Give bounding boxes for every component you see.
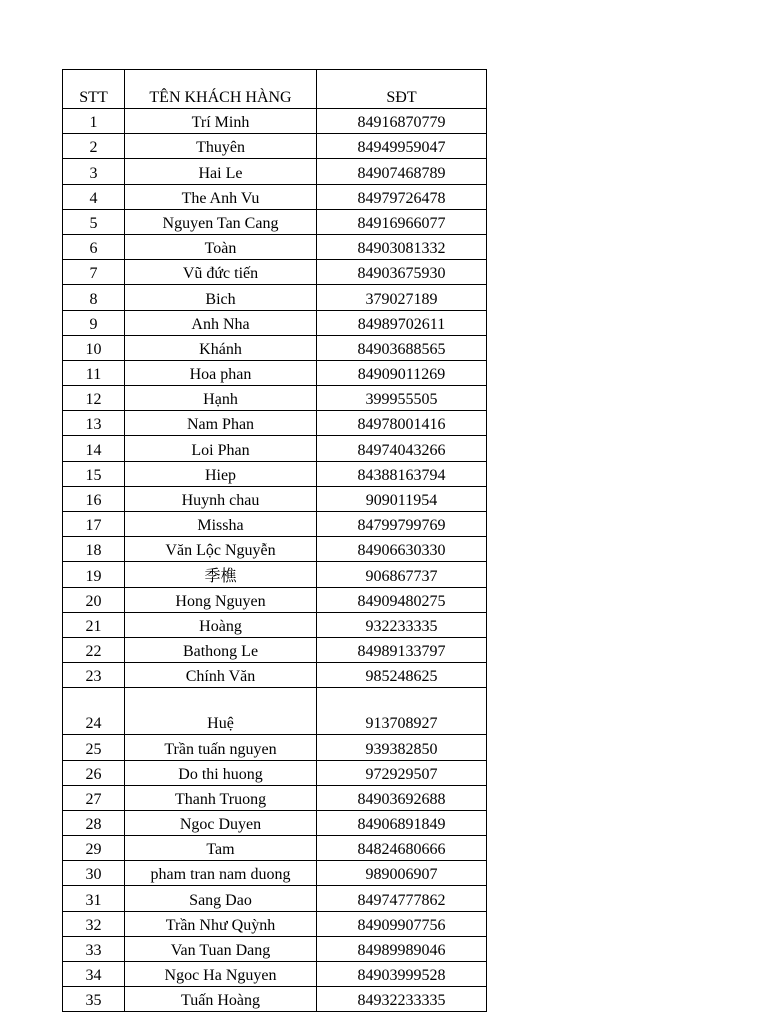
table-row [63, 612, 487, 637]
cell-stt: 32 [63, 911, 125, 936]
table-row [63, 587, 487, 612]
table-row [63, 234, 487, 259]
table-row [63, 310, 487, 335]
cell-customer-name: Trần tuấn nguyen [125, 735, 317, 760]
table-row [63, 760, 487, 785]
table-row [63, 936, 487, 961]
cell-stt: 17 [63, 512, 125, 537]
cell-customer-name: Hai Le [125, 159, 317, 184]
table-row [63, 159, 487, 184]
cell-phone: 906867737 [317, 562, 487, 587]
cell-phone: 84909480275 [317, 587, 487, 612]
table-row [63, 360, 487, 385]
cell-stt: 8 [63, 285, 125, 310]
cell-stt: 12 [63, 386, 125, 411]
cell-stt: 25 [63, 735, 125, 760]
cell-customer-name: Thanh Truong [125, 785, 317, 810]
cell-stt: 33 [63, 936, 125, 961]
table-header-row [63, 70, 487, 109]
cell-customer-name: Hạnh [125, 386, 317, 411]
cell-stt: 13 [63, 411, 125, 436]
cell-customer-name: Missha [125, 512, 317, 537]
table-body [63, 109, 487, 1012]
header-phone: SĐT [317, 70, 487, 109]
cell-phone: 84799799769 [317, 512, 487, 537]
table-row [63, 411, 487, 436]
table-row [63, 562, 487, 587]
cell-stt: 2 [63, 134, 125, 159]
table-row [63, 134, 487, 159]
cell-customer-name: Bathong Le [125, 637, 317, 662]
cell-phone: 84916966077 [317, 209, 487, 234]
cell-phone: 84907468789 [317, 159, 487, 184]
cell-stt: 34 [63, 962, 125, 987]
cell-stt: 31 [63, 886, 125, 911]
table-row [63, 335, 487, 360]
cell-customer-name: Huynh chau [125, 486, 317, 511]
table-row [63, 285, 487, 310]
cell-stt: 18 [63, 537, 125, 562]
cell-phone: 84974777862 [317, 886, 487, 911]
cell-phone: 84916870779 [317, 109, 487, 134]
cell-stt: 14 [63, 436, 125, 461]
cell-stt: 15 [63, 461, 125, 486]
cell-stt: 29 [63, 836, 125, 861]
cell-phone: 972929507 [317, 760, 487, 785]
table-row [63, 436, 487, 461]
table-row [63, 537, 487, 562]
cell-customer-name: Tuấn Hoàng [125, 987, 317, 1012]
cell-phone: 84978001416 [317, 411, 487, 436]
cell-phone: 84903692688 [317, 785, 487, 810]
cell-stt: 27 [63, 785, 125, 810]
cell-phone: 84989702611 [317, 310, 487, 335]
cell-phone: 84903675930 [317, 260, 487, 285]
cell-customer-name: Nguyen Tan Cang [125, 209, 317, 234]
cell-stt: 4 [63, 184, 125, 209]
table-row [63, 836, 487, 861]
cell-phone: 379027189 [317, 285, 487, 310]
cell-stt: 20 [63, 587, 125, 612]
table-row [63, 512, 487, 537]
cell-customer-name: Hong Nguyen [125, 587, 317, 612]
table-row [63, 962, 487, 987]
cell-customer-name: Thuyên [125, 134, 317, 159]
table-row [63, 637, 487, 662]
cell-phone: 84909011269 [317, 360, 487, 385]
cell-phone: 84909907756 [317, 911, 487, 936]
cell-phone: 84903081332 [317, 234, 487, 259]
cell-stt: 22 [63, 637, 125, 662]
cell-stt: 1 [63, 109, 125, 134]
cell-customer-name: Trí Minh [125, 109, 317, 134]
cell-phone: 84824680666 [317, 836, 487, 861]
cell-phone: 985248625 [317, 663, 487, 688]
cell-customer-name: Văn Lộc Nguyễn [125, 537, 317, 562]
table-row [63, 260, 487, 285]
cell-phone: 84979726478 [317, 184, 487, 209]
cell-customer-name: Bich [125, 285, 317, 310]
cell-customer-name: Hoàng [125, 612, 317, 637]
cell-phone: 84388163794 [317, 461, 487, 486]
cell-stt: 19 [63, 562, 125, 587]
cell-stt: 3 [63, 159, 125, 184]
table-row [63, 688, 487, 735]
cell-phone: 84906891849 [317, 810, 487, 835]
cell-customer-name: Khánh [125, 335, 317, 360]
cell-customer-name: Sang Dao [125, 886, 317, 911]
table-row [63, 735, 487, 760]
table-row [63, 810, 487, 835]
header-customer-name: TÊN KHÁCH HÀNG [125, 70, 317, 109]
cell-customer-name: Tam [125, 836, 317, 861]
cell-phone: 989006907 [317, 861, 487, 886]
cell-stt: 28 [63, 810, 125, 835]
cell-customer-name: Hoa phan [125, 360, 317, 385]
table-row [63, 861, 487, 886]
table-row [63, 886, 487, 911]
cell-phone: 84989989046 [317, 936, 487, 961]
cell-stt: 5 [63, 209, 125, 234]
table-row [63, 184, 487, 209]
cell-customer-name: Trần Như Quỳnh [125, 911, 317, 936]
cell-stt: 23 [63, 663, 125, 688]
cell-stt: 30 [63, 861, 125, 886]
cell-phone: 84903999528 [317, 962, 487, 987]
cell-stt: 35 [63, 987, 125, 1012]
cell-phone: 932233335 [317, 612, 487, 637]
cell-phone: 399955505 [317, 386, 487, 411]
cell-customer-name: pham tran nam duong [125, 861, 317, 886]
table-row [63, 486, 487, 511]
cell-customer-name: Van Tuan Dang [125, 936, 317, 961]
cell-phone: 939382850 [317, 735, 487, 760]
table-row [63, 987, 487, 1012]
cell-customer-name: Toàn [125, 234, 317, 259]
cell-stt: 21 [63, 612, 125, 637]
cell-customer-name: 季樵 [125, 562, 317, 587]
cell-phone: 84949959047 [317, 134, 487, 159]
cell-phone: 84932233335 [317, 987, 487, 1012]
table-row [63, 461, 487, 486]
cell-customer-name: Huệ [125, 688, 317, 735]
cell-customer-name: Loi Phan [125, 436, 317, 461]
cell-customer-name: The Anh Vu [125, 184, 317, 209]
cell-stt: 6 [63, 234, 125, 259]
cell-stt: 24 [63, 688, 125, 735]
cell-stt: 16 [63, 486, 125, 511]
cell-customer-name: Do thi huong [125, 760, 317, 785]
cell-phone: 909011954 [317, 486, 487, 511]
cell-phone: 84906630330 [317, 537, 487, 562]
customer-table [62, 69, 487, 1012]
header-stt: STT [63, 70, 125, 109]
cell-phone: 84989133797 [317, 637, 487, 662]
table-row [63, 785, 487, 810]
cell-phone: 84903688565 [317, 335, 487, 360]
table-row [63, 386, 487, 411]
cell-customer-name: Hiep [125, 461, 317, 486]
cell-stt: 11 [63, 360, 125, 385]
cell-customer-name: Vũ đức tiến [125, 260, 317, 285]
cell-customer-name: Nam Phan [125, 411, 317, 436]
table-row [63, 663, 487, 688]
cell-stt: 26 [63, 760, 125, 785]
cell-stt: 7 [63, 260, 125, 285]
cell-customer-name: Ngoc Ha Nguyen [125, 962, 317, 987]
cell-phone: 84974043266 [317, 436, 487, 461]
cell-phone: 913708927 [317, 688, 487, 735]
cell-customer-name: Anh Nha [125, 310, 317, 335]
cell-stt: 9 [63, 310, 125, 335]
table-row [63, 911, 487, 936]
cell-customer-name: Chính Văn [125, 663, 317, 688]
table-row [63, 209, 487, 234]
cell-customer-name: Ngoc Duyen [125, 810, 317, 835]
table-row [63, 109, 487, 134]
cell-stt: 10 [63, 335, 125, 360]
